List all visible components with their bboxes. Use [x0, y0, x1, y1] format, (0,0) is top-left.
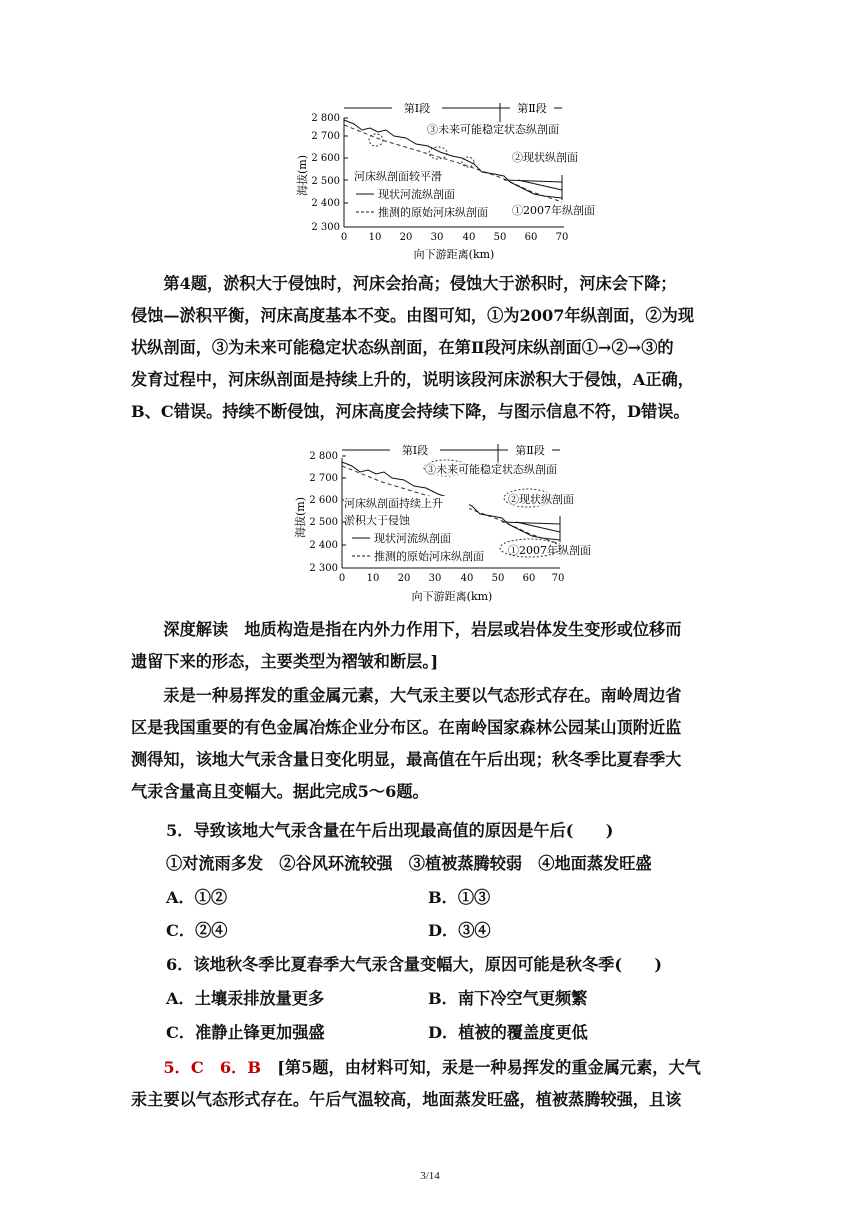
text-line: B、C错误。持续不断侵蚀，河床高度会持续下降，与图示信息不符，D错误。 [131, 402, 690, 421]
ytick: 2 600 [311, 153, 340, 164]
deep-reading [131, 614, 731, 678]
page-number: 3/14 [420, 1170, 440, 1182]
profile-figure-1 [282, 100, 602, 265]
annotation-smooth: 河床纵剖面较平滑 [354, 170, 442, 183]
q4-explanation [131, 268, 731, 300]
xtick: 10 [366, 573, 380, 584]
answer-paragraph [131, 1052, 731, 1116]
text-line: 发育过程中，河床纵剖面是持续上升的，说明该段河床淤积大于侵蚀，A正确， [131, 370, 694, 389]
ytick: 2 300 [311, 222, 340, 233]
segment-1-label: 第Ⅰ段 [401, 444, 429, 457]
ytick: 2 600 [309, 495, 338, 506]
text-line: 气汞含量高且变幅大。据此完成5～6题。 [131, 782, 429, 801]
q5-option-b[interactable]: B．①③ [428, 888, 491, 907]
xtick: 70 [555, 232, 569, 243]
legend-dashed: 推测的原始河床纵剖面 [378, 206, 488, 219]
legend-solid: 现状河流纵剖面 [374, 532, 451, 545]
annotation-rising: 河床纵剖面持续上升 [344, 497, 443, 510]
segment-2-label: 第Ⅱ段 [515, 444, 545, 457]
material-paragraph [131, 680, 731, 808]
xtick: 0 [338, 573, 346, 584]
text-line: 侵蚀—淤积平衡，河床高度基本不变。由图可知，①为2007年纵剖面，②为现 [131, 306, 695, 325]
text-line: 测得知，该地大气汞含量日变化明显，最高值在午后出现；秋冬季比夏春季大 [131, 750, 682, 769]
label-future-profile: ③未来可能稳定状态纵剖面 [425, 463, 557, 476]
label-future-profile: ③未来可能稳定状态纵剖面 [427, 123, 559, 136]
ytick: 2 700 [311, 131, 340, 142]
ytick: 2 700 [309, 473, 338, 484]
xtick: 50 [493, 232, 507, 243]
xtick: 60 [522, 573, 536, 584]
label-2007-profile: ①2007年纵剖面 [512, 204, 595, 217]
label-2007-profile: ①2007年纵剖面 [508, 544, 591, 557]
q4-explanation-cont [131, 300, 731, 428]
xtick: 70 [551, 573, 565, 584]
xtick: 40 [460, 573, 474, 584]
legend-dashed: 推测的原始河床纵剖面 [374, 550, 484, 563]
xtick: 10 [368, 232, 382, 243]
xtick: 20 [399, 232, 413, 243]
answer-key: 5．C 6．B [163, 1058, 262, 1077]
ytick: 2 500 [309, 517, 338, 528]
segment-2-label: 第Ⅱ段 [517, 102, 547, 115]
label-current-profile: ②现状纵剖面 [508, 493, 574, 506]
ytick: 2 800 [311, 113, 340, 124]
q5-stem: 5．导致该地大气汞含量在午后出现最高值的原因是午后( ) [166, 821, 614, 840]
text-line: 状纵剖面，③为未来可能稳定状态纵剖面，在第Ⅱ段河床纵剖面①→②→③的 [131, 338, 674, 357]
q6-stem: 6．该地秋冬季比夏春季大气汞含量变幅大，原因可能是秋冬季( ) [166, 955, 663, 974]
x-axis-label: 向下游距离(km) [411, 590, 493, 603]
deep-reading-text-2: 遗留下来的形态，主要类型为褶皱和断层。] [131, 652, 439, 671]
q6-option-c[interactable]: C．准静止锋更加强盛 [166, 1023, 325, 1042]
xtick: 30 [428, 573, 442, 584]
q5-option-d[interactable]: D．③④ [428, 921, 491, 940]
text-line: 第4题，淤积大于侵蚀时，河床会抬高；侵蚀大于淤积时，河床会下降； [163, 274, 677, 293]
xtick: 40 [462, 232, 476, 243]
q5-items: ①对流雨多发 ②谷风环流较强 ③植被蒸腾较弱 ④地面蒸发旺盛 [166, 854, 652, 873]
q5-option-a[interactable]: A．①② [166, 888, 228, 907]
answer-text-2: 汞主要以气态形式存在。午后气温较高，地面蒸发旺盛，植被蒸腾较强，且该 [131, 1090, 682, 1109]
deep-reading-text: 地质构造是指在内外力作用下，岩层或岩体发生变形或位移而 [228, 620, 682, 639]
y-axis-label: 海拔(m) [296, 154, 309, 196]
text-line: 区是我国重要的有色金属冶炼企业分布区。在南岭国家森林公园某山顶附近监 [131, 718, 682, 737]
ytick: 2 500 [311, 176, 340, 187]
ytick: 2 800 [309, 451, 338, 462]
label-current-profile: ②现状纵剖面 [512, 151, 578, 164]
text-line: 汞是一种易挥发的重金属元素，大气汞主要以气态形式存在。南岭周边省 [163, 686, 682, 705]
xtick: 0 [340, 232, 348, 243]
xtick: 30 [430, 232, 444, 243]
legend-solid: 现状河流纵剖面 [378, 188, 455, 201]
ytick: 2 400 [311, 198, 340, 209]
segment-1-label: 第Ⅰ段 [403, 102, 431, 115]
answer-text: [第5题，由材料可知，汞是一种易挥发的重金属元素，大气 [261, 1058, 701, 1077]
y-axis-label: 海拔(m) [294, 496, 307, 538]
q6-option-d[interactable]: D．植被的覆盖度更低 [428, 1023, 588, 1042]
x-axis-label: 向下游距离(km) [413, 248, 495, 261]
deep-reading-label: 深度解读 [163, 620, 229, 639]
xtick: 20 [397, 573, 411, 584]
ytick: 2 400 [309, 540, 338, 551]
ytick: 2 300 [309, 563, 338, 574]
xtick: 50 [491, 573, 505, 584]
q6-option-b[interactable]: B．南下冷空气更频繁 [428, 989, 588, 1008]
q5-option-c[interactable]: C．②④ [166, 921, 228, 940]
profile-figure-2 [282, 440, 602, 610]
annotation-deposition: 淤积大于侵蚀 [344, 514, 410, 527]
xtick: 60 [524, 232, 538, 243]
q6-option-a[interactable]: A．土壤汞排放量更多 [166, 989, 325, 1008]
